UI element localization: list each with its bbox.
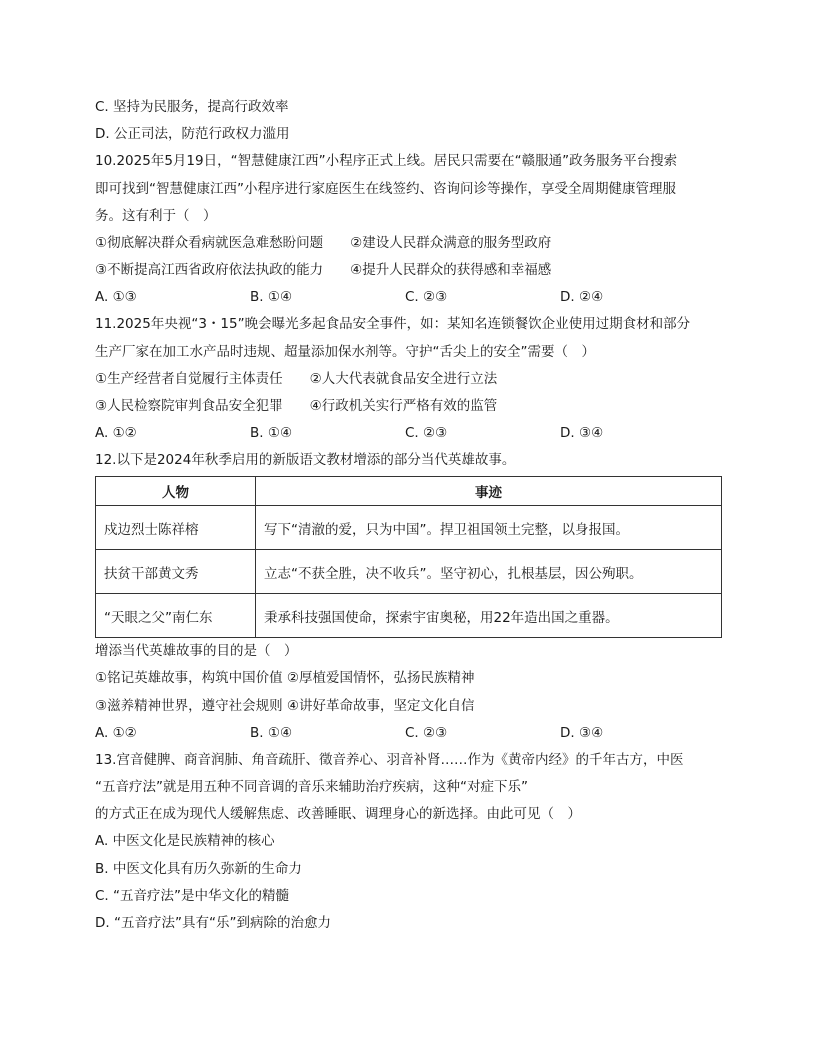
table-cell-deed: 立志“不获全胜，决不收兵”。坚守初心，扎根基层，因公殉职。 <box>256 550 722 594</box>
option-a: A. ①② <box>95 724 137 741</box>
statement-line: ①铭记英雄故事，构筑中国价值 ②厚植爱国情怀，弘扬民族精神 <box>95 670 475 687</box>
question-text: 13.宫音健脾、商音润肺、角音疏肝、徵音养心、羽音补肾……作为《黄帝内经》的千年古方，中医 <box>95 751 684 768</box>
table-header-cell: 人物 <box>96 477 256 506</box>
option-b: B. ①④ <box>250 289 293 306</box>
option-a: A. ①③ <box>95 289 137 306</box>
option-c: C. ②③ <box>405 425 448 442</box>
table-cell-deed: 秉承科技强国使命，探索宇宙奥秘，用22年造出国之重器。 <box>256 594 722 638</box>
question-text: 12.以下是2024年秋季启用的新版语文教材增添的部分当代英雄故事。 <box>95 452 516 469</box>
table-row <box>96 594 722 638</box>
option-b: B. ①④ <box>250 425 293 442</box>
answer-options <box>95 720 725 747</box>
table-header-cell: 事迹 <box>256 477 722 506</box>
answer-options <box>95 284 725 311</box>
question-11 <box>95 311 725 447</box>
table-cell-person: “天眼之父”南仁东 <box>96 594 256 638</box>
option-c: C. ②③ <box>405 289 448 306</box>
question-text: 增添当代英雄故事的目的是（ ） <box>95 643 298 660</box>
statement-line: ③人民检察院审判食品安全犯罪 ④行政机关实行严格有效的监管 <box>95 397 498 414</box>
question-text: 11.2025年央视“3・15”晚会曝光多起食品安全事件，如：某知名连锁餐饮企业使用过期食材和部分 <box>95 316 691 333</box>
option-c: C. ②③ <box>405 724 448 741</box>
statement-line: ③不断提高江西省政府依法执政的能力 ④提升人民群众的获得感和幸福感 <box>95 262 552 279</box>
heroes-table <box>95 476 722 638</box>
question-text: 即可找到“智慧健康江西”小程序进行家庭医生在线签约、咨询问诊等操作，享受全周期健康管理服 <box>95 180 676 197</box>
option-line: D. “五音疗法”具有“乐”到病除的治愈力 <box>95 914 331 931</box>
answer-options <box>95 420 725 447</box>
statement-line: ①生产经营者自觉履行主体责任 ②人大代表就食品安全进行立法 <box>95 370 498 387</box>
table-header-row <box>96 477 722 506</box>
option-b: B. ①④ <box>250 724 293 741</box>
option-line: B. 中医文化具有历久弥新的生命力 <box>95 860 302 877</box>
table-cell-person: 戍边烈士陈祥榕 <box>96 506 256 550</box>
question-13 <box>95 747 725 937</box>
exam-page <box>95 94 725 937</box>
question-text: 务。这有利于（ ） <box>95 207 217 224</box>
option-d: D. ③④ <box>560 425 604 442</box>
option-line: C. 坚持为民服务，提高行政效率 <box>95 99 289 115</box>
statement-line: ③滋养精神世界，遵守社会规则 ④讲好革命故事，坚定文化自信 <box>95 697 475 714</box>
option-d: D. ②④ <box>560 289 604 306</box>
option-line: A. 中医文化是民族精神的核心 <box>95 833 275 850</box>
question-text: 生产厂家在加工水产品时违规、超量添加保水剂等。守护“舌尖上的安全”需要（ ） <box>95 343 595 360</box>
option-d: D. ③④ <box>560 724 604 741</box>
table-cell-person: 扶贫干部黄文秀 <box>96 550 256 594</box>
question-text: 的方式正在成为现代人缓解焦虑、改善睡眠、调理身心的新选择。由此可见（ ） <box>95 806 581 823</box>
statement-line: ①彻底解决群众看病就医急难愁盼问题 ②建设人民群众满意的服务型政府 <box>95 234 552 251</box>
table-cell-deed: 写下“清澈的爱，只为中国”。捍卫祖国领土完整，以身报国。 <box>256 506 722 550</box>
table-row <box>96 550 722 594</box>
option-a: A. ①② <box>95 425 137 442</box>
question-text: “五音疗法”就是用五种不同音调的音乐来辅助治疗疾病，这种“对症下乐” <box>95 779 528 795</box>
option-line: C. “五音疗法”是中华文化的精髓 <box>95 887 289 904</box>
question-12 <box>95 447 725 747</box>
question-text: 10.2025年5月19日，“智慧健康江西”小程序正式上线。居民只需要在“赣服通”政务服务平台搜索 <box>95 153 678 170</box>
option-line: D. 公正司法，防范行政权力滥用 <box>95 126 290 143</box>
question-10 <box>95 148 725 311</box>
table-row <box>96 506 722 550</box>
